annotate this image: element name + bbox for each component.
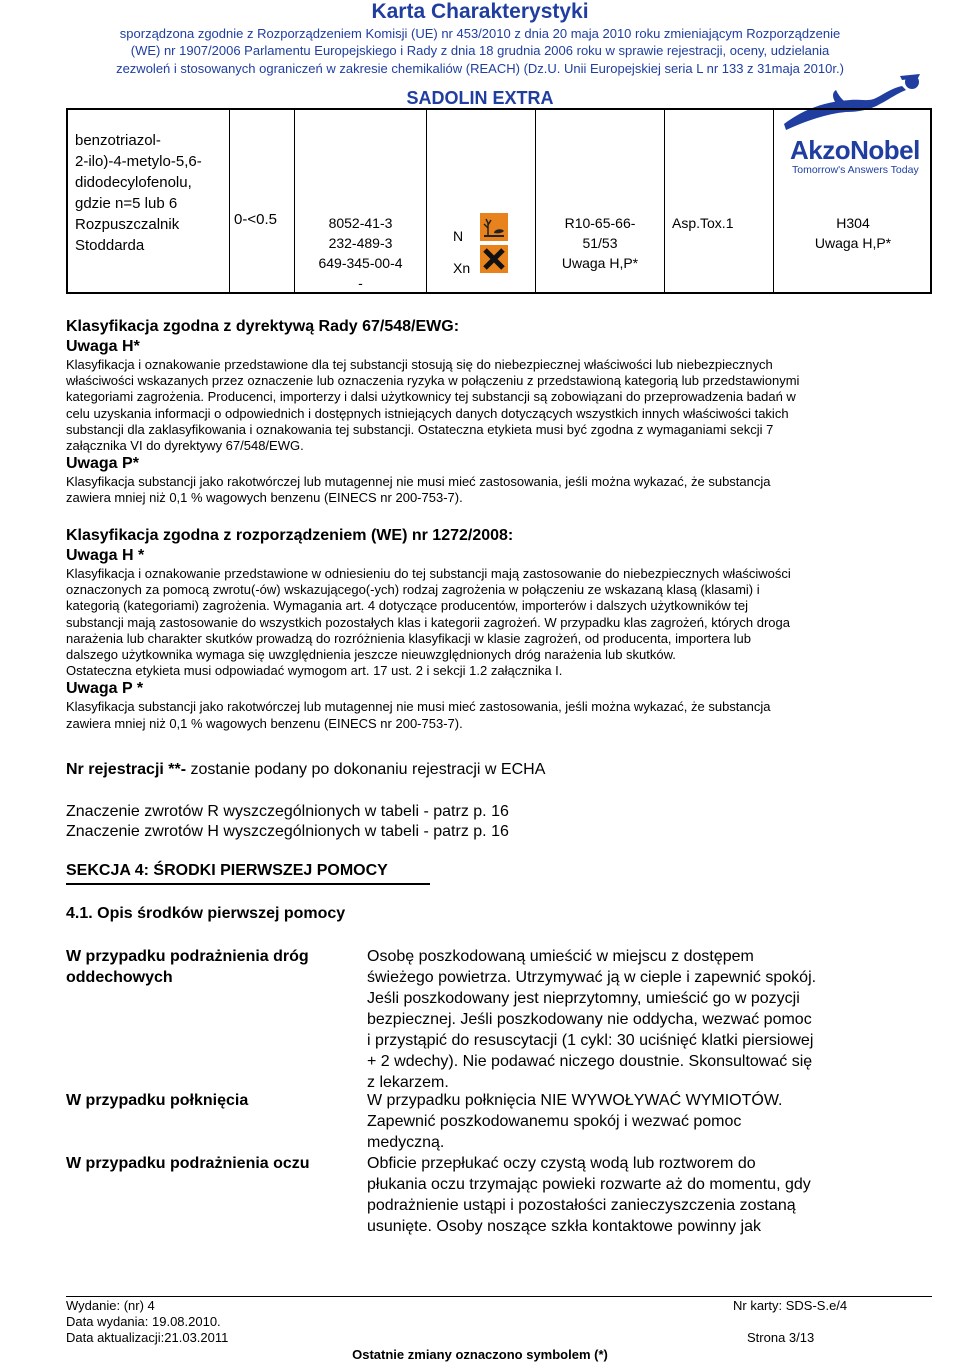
hazard-symbol-xn: Xn [453, 260, 471, 276]
section-4-1-title: 4.1. Opis środków pierwszej pomocy [66, 905, 346, 922]
dsd-note-p-text: Klasyfikacja substancji jako rakotwórczej lub mutagennej nie musi mieć zastosowania, jeśli można wykazać, że substancja zawiera mniej niż 0,1 % wagowych benzenu (EINECS nr 200-753-7). [66, 474, 771, 506]
header-regulation-line-3: zezwoleń i stosowanych ograniczeń w zakresie chemikaliów (REACH) (Dz.U. Unii Europejskiej seria L nr 133 z 31maja 2010r.) [116, 61, 844, 76]
clp-classification: Asp.Tox.1 [672, 215, 734, 231]
registration-note [66, 760, 545, 780]
dsd-note-p-title: Uwaga P* [66, 455, 139, 473]
clp-heading: Klasyfikacja zgodna z rozporządzeniem (WE) nr 1272/2008: [66, 527, 514, 544]
clp-note-h-title: Uwaga H * [66, 547, 145, 564]
dsd-heading: Klasyfikacja zgodna z dyrektywą Rady 67/548/EWG: [66, 318, 460, 335]
section-4-underline [66, 883, 430, 885]
footer-card-number: Nr karty: SDS-S.e/4 [733, 1298, 848, 1313]
harmful-x-icon [480, 245, 508, 273]
aid-eye-label: W przypadku podrażnienia oczu [66, 1155, 310, 1172]
clp-note-p-text: Klasyfikacja substancji jako rakotwórczej lub mutagennej nie musi mieć zastosowania, jeśli można wykazać, że substancja zawiera mniej niż 0,1 % wagowych benzenu (EINECS nr 200-753-7). [66, 699, 771, 731]
logo-tagline: Tomorrow's Answers Today [792, 164, 919, 176]
clp-note-h-text: Klasyfikacja i oznakowanie przedstawione w odniesieniu do tej substancji mają zastosowanie do niebezpiecznych właściwości oznaczonych za pomocą zwrotu(-ów) wskazującego(-ych) rodzaj zagrożenia w połączeniu ze wskazaną klasą (klasami) i kategorią (kategoriami) zagrożenia. Wymagania art. 4 dotyczące producentów, importerów i dalszych użytkowników tej substancji mają zastosowanie do wszystkich pozostałych klas i kategorii zagrożeń. W przypadku klas zagrożeń, których droga narażenia lub charakter skutków prowadzą do rozróżnienia klasyfikacji w klasie zagrożeń, od producenta, importera lub dalszego użytkownika wymaga się uwzględnienia jeszcze nieuwzględnionych dróg narażenia lub skutków. Ostateczna etykieta musi odpowiadać wymogom art. 17 ust. 2 i sekcji 1.2 załącznika I. [66, 566, 791, 679]
cas-ec-index-numbers: 8052-41-3 232-489-3 649-345-00-4 - [318, 215, 403, 291]
footer-changes-note: Ostatnie zmiany oznaczono symbolem (*) [352, 1347, 608, 1362]
h-phrases: H304 Uwaga H,P* [814, 215, 892, 251]
hazard-symbol-n: N [453, 228, 464, 244]
footer-issue-date: Data wydania: 19.08.2010. [66, 1314, 221, 1329]
h-phrases-meaning: Znaczenie zwrotów H wyszczególnionych w tabeli - patrz p. 16 [66, 823, 509, 840]
component-name: benzotriazol- 2-ilo)-4-metylo-5,6- didodecylofenolu, gdzie n=5 lub 6 Rozpuszczalnik Stoddarda [75, 132, 202, 254]
environment-hazard-icon [480, 213, 508, 241]
footer-edition: Wydanie: (nr) 4 [66, 1298, 155, 1313]
section-4-title: SEKCJA 4: ŚRODKI PIERWSZEJ POMOCY [66, 862, 388, 879]
footer-page-number: Strona 3/13 [747, 1330, 815, 1345]
footer-divider [66, 1296, 932, 1297]
dsd-classification [66, 318, 896, 507]
logo-wordmark: AkzoNobel [790, 135, 920, 165]
dsd-note-h-text: Klasyfikacja i oznakowanie przedstawione dla tej substancji stosują się do niebezpiecznej właściwości lub niebezpiecznych właściwości wskazanych przez oznaczenie lub oznaczenia ryzyka w połączeniu z przedstawioną kategorią lub przedstawionymi kategoriami zagrożenia. Producenci, importerzy i dalsi użytkownicy tej substancji są zobowiązani do przeprowadzenia badań w celu uzyskania informacji o odpowiednich i dostępnych istniejących danych dotyczących wszystkich innych właściwości takich substancji dla zaklasyfikowania i oznakowania tej substancji. Ostateczna etykieta musi być zgodna z wymaganiami sekcji 7 załącznika VI do dyrektywy 67/548/EWG. [66, 357, 800, 454]
clp-note-p-title: Uwaga P * [66, 680, 144, 698]
aid-inhalation-label: W przypadku podrażnienia dróg oddechowych [66, 948, 309, 986]
document-title: Karta Charakterystyki [371, 0, 589, 23]
registration-text: zostanie podany po dokonaniu rejestracji w ECHA [186, 761, 546, 778]
aid-inhalation-text: Osobę poszkodowaną umieścić w miejscu z dostępem świeżego powietrza. Utrzymywać ją w cieple i zapewnić spokój. Jeśli poszkodowany jest nieprzytomny, umieścić go w pozycji bezpiecznej. Jeśli poszkodowany nie oddycha, wezwać pomoc i przystąpić do resuscytacji (1 cykl: 30 uciśnięć klatki piersiowej + 2 wdechy). Nie podawać niczego doustnie. Skonsultować się z lekarzem. [367, 948, 817, 1091]
aid-eye-text: Obficie przepłukać oczy czystą wodą lub roztworem do płukania oczu trzymając powieki rozwarte aż do momentu, gdy podrażnienie ustąpi i pozostałości zanieczyszczenia zostaną usunięte. Osoby noszące szkła kontaktowe powinny jak [367, 1155, 811, 1235]
header-regulation-line-1: sporządzona zgodnie z Rozporządzeniem Komisji (UE) nr 453/2010 z dnia 20 maja 2010 roku zmieniającym Rozporządzenie [119, 26, 841, 41]
r-phrases: R10-65-66- 51/53 Uwaga H,P* [561, 215, 639, 271]
dsd-note-h-title: Uwaga H* [66, 338, 140, 355]
clp-classification-section [66, 527, 896, 732]
components-table [66, 108, 932, 294]
registration-label: Nr rejestracji **- [66, 761, 187, 778]
product-name: SADOLIN EXTRA [406, 88, 554, 108]
aid-ingestion-text: W przypadku połknięcia NIE WYWOŁYWAĆ WYMIOTÓW. Zapewnić poszkodowanemu spokój i wezwać pomoc medyczną. [367, 1092, 783, 1151]
r-phrases-meaning: Znaczenie zwrotów R wyszczególnionych w tabeli - patrz p. 16 [66, 803, 509, 820]
concentration: 0-<0.5 [234, 211, 277, 228]
header-regulation-line-2: (WE) nr 1907/2006 Parlamentu Europejskiego i Rady z dnia 18 grudnia 2006 roku w sprawie rejestracji, oceny, udzielania [130, 43, 830, 58]
footer-update-date: Data aktualizacji:21.03.2011 [66, 1330, 229, 1345]
aid-ingestion-label: W przypadku połknięcia [66, 1092, 249, 1109]
